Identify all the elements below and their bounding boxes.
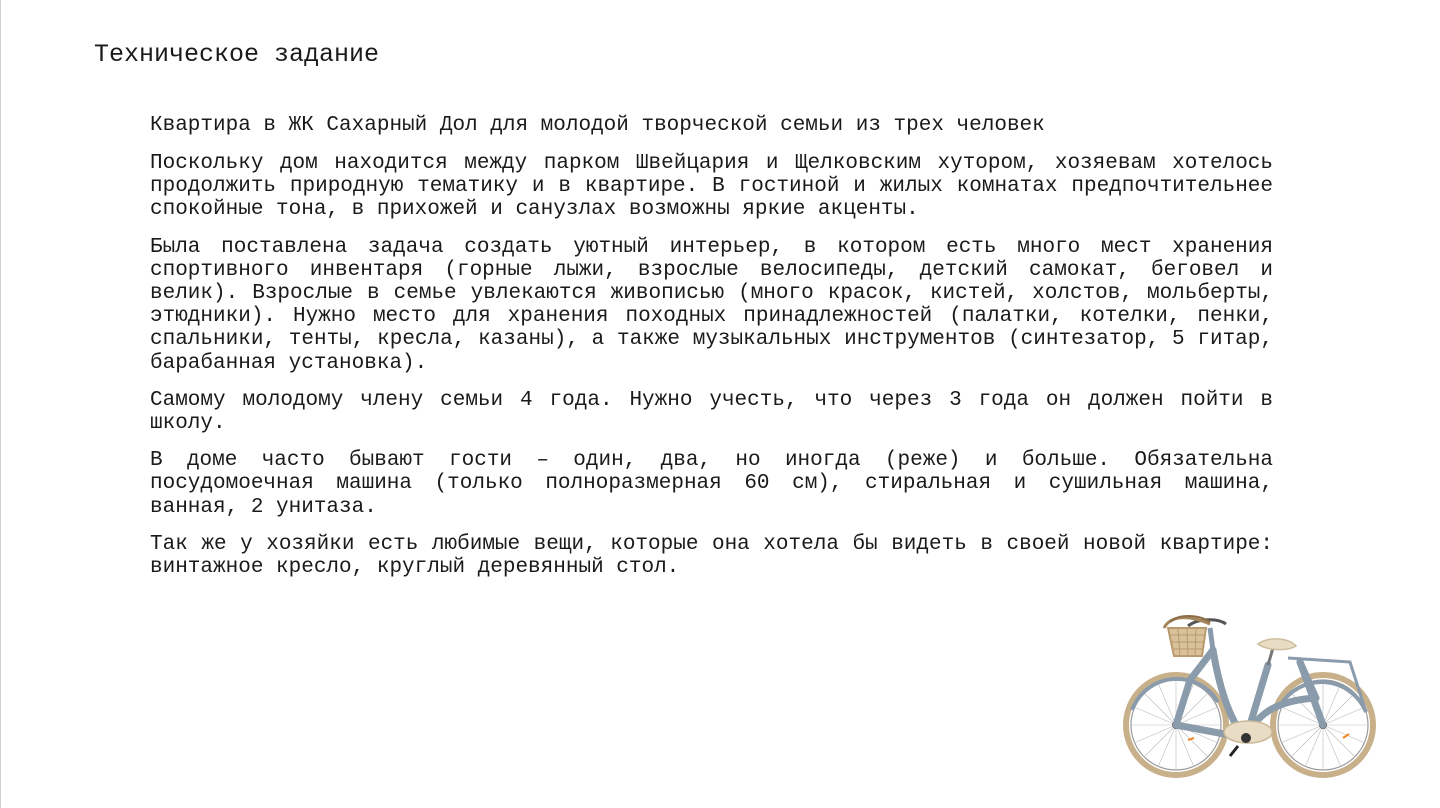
paragraph-location: Поскольку дом находится между парком Швейцария и Щелковским хутором, хозяевам хотелось продолжить природную тематику и в квартире. В гостиной и жилых комнатах предпочтительнее спокойные тона, в прихожей и санузлах возможны яркие акценты.: [150, 152, 1273, 222]
subtitle: Квартира в ЖК Сахарный Дол для молодой творческой семьи из трех человек: [150, 114, 1045, 137]
paragraph-favorite-items: Так же у хозяйки есть любимые вещи, которые она хотела бы видеть в своей новой квартире: винтажное кресло, круглый деревянный стол.: [150, 532, 1273, 580]
paragraph-storage: Была поставлена задача создать уютный интерьер, в котором есть много мест хранения спортивного инвентаря (горные лыжи, взрослые велосипеды, детский самокат, беговел и велик). Взрослые в семье увлекаются живописью (много красок, кистей, холстов, мольберты, этюдники). Нужно место для хранения походных принадлежностей (палатки, котелки, пенки, спальники, тенты, кресла, казаны), а также музыкальных инструментов (синтезатор, 5 гитар, барабанная установка).: [150, 235, 1273, 375]
saddle: [1258, 639, 1296, 650]
slide-left-border: [0, 0, 1, 808]
document-body: [150, 114, 1273, 593]
bicycle-image: [1118, 610, 1378, 780]
basket: [1164, 616, 1210, 656]
paragraph-guests: В доме часто бывают гости – один, два, но иногда (реже) и больше. Обязательна посудомоечная машина (только полноразмерная 60 см), стиральная и сушильная машина, ванная, 2 унитаза.: [150, 449, 1273, 519]
paragraph-child: Самому молодому члену семьи 4 года. Нужно учесть, что через 3 года он должен пойти в школу.: [150, 388, 1273, 436]
page-title: Техническое задание: [94, 40, 380, 69]
